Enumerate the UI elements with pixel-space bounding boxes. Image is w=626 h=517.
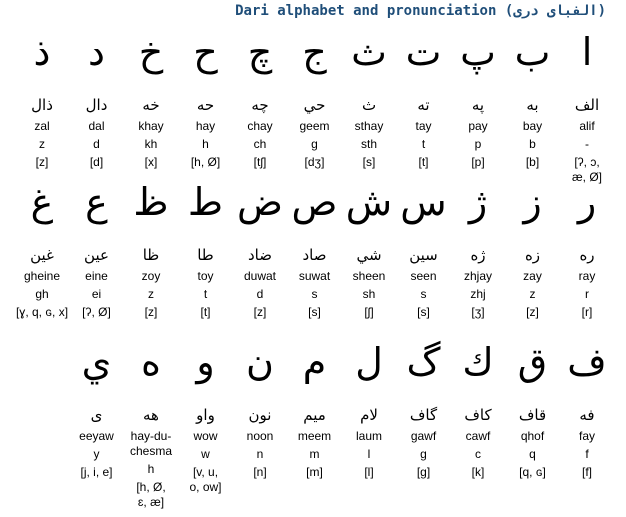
arabic-letter-name: گاف	[409, 406, 438, 424]
ipa-pronunciation: [z]	[35, 155, 49, 169]
latin-equivalent: ch	[253, 137, 267, 151]
arabic-letter-name: ضاد	[248, 246, 272, 264]
latin-equivalent: r	[585, 287, 589, 301]
letter-cell	[175, 332, 237, 495]
arabic-letter-name: فه	[579, 406, 595, 424]
transliterated-name: alif	[579, 119, 595, 133]
latin-equivalent: h	[147, 462, 155, 476]
transliterated-name: gheine	[23, 269, 61, 283]
arabic-letter: ل	[355, 340, 383, 384]
letter-cell	[556, 332, 618, 480]
transliterated-name: sthay	[354, 119, 384, 133]
latin-equivalent: d	[256, 287, 264, 301]
ipa-pronunciation: [ʒ]	[471, 305, 485, 319]
letter-cell	[66, 332, 128, 480]
arabic-letter-name: به	[526, 96, 539, 114]
arabic-letter: ذ	[33, 30, 51, 74]
letter-cell	[447, 22, 509, 170]
transliterated-name: zal	[34, 119, 50, 133]
arabic-letter: م	[302, 340, 327, 384]
arabic-letter: ب	[514, 30, 551, 74]
arabic-letter: خ	[138, 30, 164, 74]
ipa-pronunciation: [n]	[253, 465, 267, 479]
ipa-pronunciation: [ɣ, q, ɢ, x]	[15, 305, 69, 319]
ipa-pronunciation: [d]	[89, 155, 104, 169]
arabic-letter-name: زه	[524, 246, 541, 264]
letter-cell	[120, 332, 182, 510]
arabic-letter: گ	[406, 340, 441, 384]
latin-equivalent: t	[203, 287, 208, 301]
arabic-letter-name: ره	[579, 246, 595, 264]
letter-cell	[120, 172, 182, 320]
letter-cell	[11, 172, 73, 320]
arabic-letter: ش	[345, 180, 393, 224]
letter-cell	[502, 332, 564, 480]
latin-equivalent: zhj	[470, 287, 486, 301]
arabic-letter-name: په	[471, 96, 485, 114]
letter-cell	[175, 172, 237, 320]
transliterated-name: seen	[410, 269, 437, 283]
latin-equivalent: q	[529, 447, 536, 461]
arabic-letter: ص	[291, 180, 338, 224]
transliterated-name: toy	[197, 269, 214, 283]
arabic-letter: ف	[567, 340, 607, 384]
arabic-letter-name: ميم	[303, 406, 326, 424]
arabic-letter: و	[196, 340, 215, 384]
transliterated-name: qhof	[520, 429, 545, 443]
arabic-letter-name: ظا	[142, 246, 160, 264]
arabic-letter: ع	[85, 180, 108, 224]
ipa-pronunciation: [p]	[471, 155, 485, 169]
arabic-letter-name: ث	[361, 96, 377, 114]
transliterated-name: wow	[193, 429, 218, 443]
latin-equivalent: sth	[360, 137, 377, 151]
letter-cell	[447, 332, 509, 480]
arabic-letter: ه	[141, 340, 161, 384]
letter-cell	[393, 332, 455, 480]
latin-equivalent: g	[311, 137, 318, 151]
ipa-pronunciation: [h, Ø, ɛ, æ]	[136, 480, 166, 509]
letter-cell	[284, 332, 346, 480]
latin-equivalent: g	[420, 447, 427, 461]
letter-cell	[556, 22, 618, 185]
arabic-letter-name: ته	[417, 96, 430, 114]
transliterated-name: khay	[138, 119, 164, 133]
latin-equivalent: c	[475, 447, 481, 461]
ipa-pronunciation: [t]	[200, 305, 211, 319]
ipa-pronunciation: [z]	[526, 305, 539, 319]
ipa-pronunciation: [h, Ø]	[190, 155, 221, 169]
transliterated-name: ray	[578, 269, 596, 283]
letter-cell	[11, 22, 73, 170]
alphabet-row-3	[0, 332, 626, 509]
arabic-letter: ا	[581, 30, 593, 74]
latin-equivalent: t	[421, 137, 426, 151]
ipa-pronunciation: [k]	[471, 465, 485, 479]
letter-cell	[338, 22, 400, 170]
latin-equivalent: h	[202, 137, 209, 151]
arabic-letter: غ	[30, 180, 54, 224]
transliterated-name: zoy	[141, 269, 161, 283]
arabic-letter: چ	[247, 30, 273, 74]
transliterated-name: geem	[299, 119, 330, 133]
ipa-pronunciation: [ʔ, Ø]	[82, 305, 111, 319]
latin-equivalent: d	[93, 137, 100, 151]
arabic-letter: پ	[460, 30, 496, 74]
ipa-pronunciation: [s]	[308, 305, 321, 319]
arabic-letter: ض	[237, 180, 283, 224]
transliterated-name: duwat	[243, 269, 277, 283]
arabic-letter: د	[88, 30, 105, 74]
letter-cell	[66, 172, 128, 320]
letter-cell	[284, 22, 346, 170]
arabic-letter-name: طا	[197, 246, 214, 264]
latin-equivalent: b	[529, 137, 536, 151]
latin-equivalent: z	[39, 137, 45, 151]
ipa-pronunciation: [g]	[416, 465, 431, 479]
latin-equivalent: s	[311, 287, 318, 301]
alphabet-row-1	[0, 22, 626, 192]
arabic-letter: ح	[193, 30, 218, 74]
ipa-pronunciation: [z]	[144, 305, 158, 319]
alphabet-row-2	[0, 172, 626, 342]
transliterated-name: sheen	[352, 269, 386, 283]
arabic-letter: ن	[246, 340, 274, 384]
transliterated-name: pay	[468, 119, 488, 133]
transliterated-name: fay	[578, 429, 595, 443]
letter-cell	[502, 172, 564, 320]
arabic-letter: ت	[405, 30, 442, 74]
ipa-pronunciation: [q, ɢ]	[519, 465, 546, 479]
ipa-pronunciation: [m]	[306, 465, 323, 479]
letter-cell	[120, 22, 182, 170]
ipa-pronunciation: [b]	[525, 155, 540, 169]
arabic-letter-name: ذال	[31, 96, 53, 114]
transliterated-name: tay	[415, 119, 432, 133]
arabic-letter-name: شي	[356, 246, 382, 264]
arabic-letter-name: ى	[90, 406, 103, 424]
latin-equivalent: z	[148, 287, 154, 301]
latin-equivalent: f	[585, 447, 589, 461]
latin-equivalent: ei	[91, 287, 102, 301]
letter-cell	[393, 22, 455, 170]
latin-equivalent: p	[474, 137, 482, 151]
arabic-letter: ظ	[133, 180, 169, 224]
arabic-letter: ز	[523, 180, 542, 224]
letter-cell	[393, 172, 455, 320]
arabic-letter: ث	[351, 30, 387, 74]
transliterated-name: bay	[522, 119, 543, 133]
letter-cell	[556, 172, 618, 320]
transliterated-name: suwat	[298, 269, 331, 283]
arabic-letter-name: حه	[196, 96, 215, 114]
transliterated-name: eeyaw	[79, 429, 114, 443]
arabic-letter: ي	[81, 340, 112, 384]
ipa-pronunciation: [x]	[144, 155, 158, 169]
arabic-letter: س	[400, 180, 447, 224]
page-title: Dari alphabet and pronunciation (الفبای دری)	[235, 3, 606, 19]
arabic-letter: ق	[517, 340, 548, 384]
transliterated-name: noon	[246, 429, 274, 443]
ipa-pronunciation: [l]	[364, 465, 374, 479]
arabic-letter-name: خه	[142, 96, 160, 114]
transliterated-name: cawf	[465, 429, 491, 443]
letter-cell	[229, 22, 291, 170]
arabic-letter-name: نون	[248, 406, 272, 424]
ipa-pronunciation: [t]	[418, 155, 429, 169]
letter-cell	[502, 22, 564, 170]
ipa-pronunciation: [s]	[417, 305, 430, 319]
ipa-pronunciation: [r]	[581, 305, 593, 319]
latin-equivalent: m	[309, 447, 320, 461]
arabic-letter-name: سين	[409, 246, 438, 264]
latin-equivalent: gh	[35, 287, 49, 301]
transliterated-name: zay	[523, 269, 542, 283]
ipa-pronunciation: [z]	[253, 305, 267, 319]
letter-cell	[338, 172, 400, 320]
arabic-letter-name: حي	[303, 96, 326, 114]
latin-equivalent: z	[529, 287, 536, 301]
ipa-pronunciation: [tʃ]	[253, 155, 267, 169]
arabic-letter-name: كاف	[464, 406, 492, 424]
arabic-letter-name: صاد	[302, 246, 327, 264]
letter-cell	[229, 332, 291, 480]
latin-equivalent: l	[367, 447, 371, 461]
transliterated-name: meem	[297, 429, 332, 443]
arabic-letter: ر	[577, 180, 597, 224]
arabic-letter: ك	[462, 340, 494, 384]
ipa-pronunciation: [dʒ]	[304, 155, 325, 169]
arabic-letter: ج	[302, 30, 327, 74]
arabic-letter-name: چه	[251, 96, 269, 114]
transliterated-name: gawf	[410, 429, 437, 443]
ipa-pronunciation: [j, i, e]	[80, 465, 113, 479]
latin-equivalent: kh	[144, 137, 158, 151]
arabic-letter: ژ	[468, 180, 488, 224]
arabic-letter-name: ژه	[470, 246, 486, 264]
arabic-letter-name: قاف	[518, 406, 547, 424]
transliterated-name: dal	[88, 119, 105, 133]
latin-equivalent: y	[93, 447, 100, 461]
ipa-pronunciation: [s]	[362, 155, 376, 169]
ipa-pronunciation: [v, u, o, ow]	[189, 465, 222, 494]
arabic-letter-name: لام	[360, 406, 378, 424]
letter-cell	[447, 172, 509, 320]
letter-cell	[229, 172, 291, 320]
latin-equivalent: n	[256, 447, 264, 461]
letter-cell	[175, 22, 237, 170]
letter-cell	[284, 172, 346, 320]
ipa-pronunciation: [ʃ]	[364, 305, 374, 319]
transliterated-name: zhjay	[463, 269, 492, 283]
latin-equivalent: s	[420, 287, 427, 301]
arabic-letter-name: دال	[85, 96, 108, 114]
transliterated-name: laum	[355, 429, 382, 443]
transliterated-name: chay	[247, 119, 273, 133]
arabic-letter-name: الف	[574, 96, 600, 114]
transliterated-name: eine	[85, 269, 108, 283]
letter-cell	[338, 332, 400, 480]
latin-equivalent: sh	[362, 287, 376, 301]
latin-equivalent: -	[585, 137, 589, 151]
arabic-letter-name: غين	[30, 246, 54, 264]
transliterated-name: hay-du- chesma	[129, 429, 173, 458]
latin-equivalent: w	[201, 447, 210, 461]
letter-cell	[66, 22, 128, 170]
arabic-letter-name: عين	[84, 246, 109, 264]
arabic-letter-name: واو	[196, 406, 215, 424]
transliterated-name: hay	[195, 119, 216, 133]
ipa-pronunciation: [ʔ, ɔ, æ, Ø]	[571, 155, 602, 184]
ipa-pronunciation: [f]	[581, 465, 592, 479]
arabic-letter: ط	[187, 180, 224, 224]
arabic-letter-name: هه	[143, 406, 159, 424]
